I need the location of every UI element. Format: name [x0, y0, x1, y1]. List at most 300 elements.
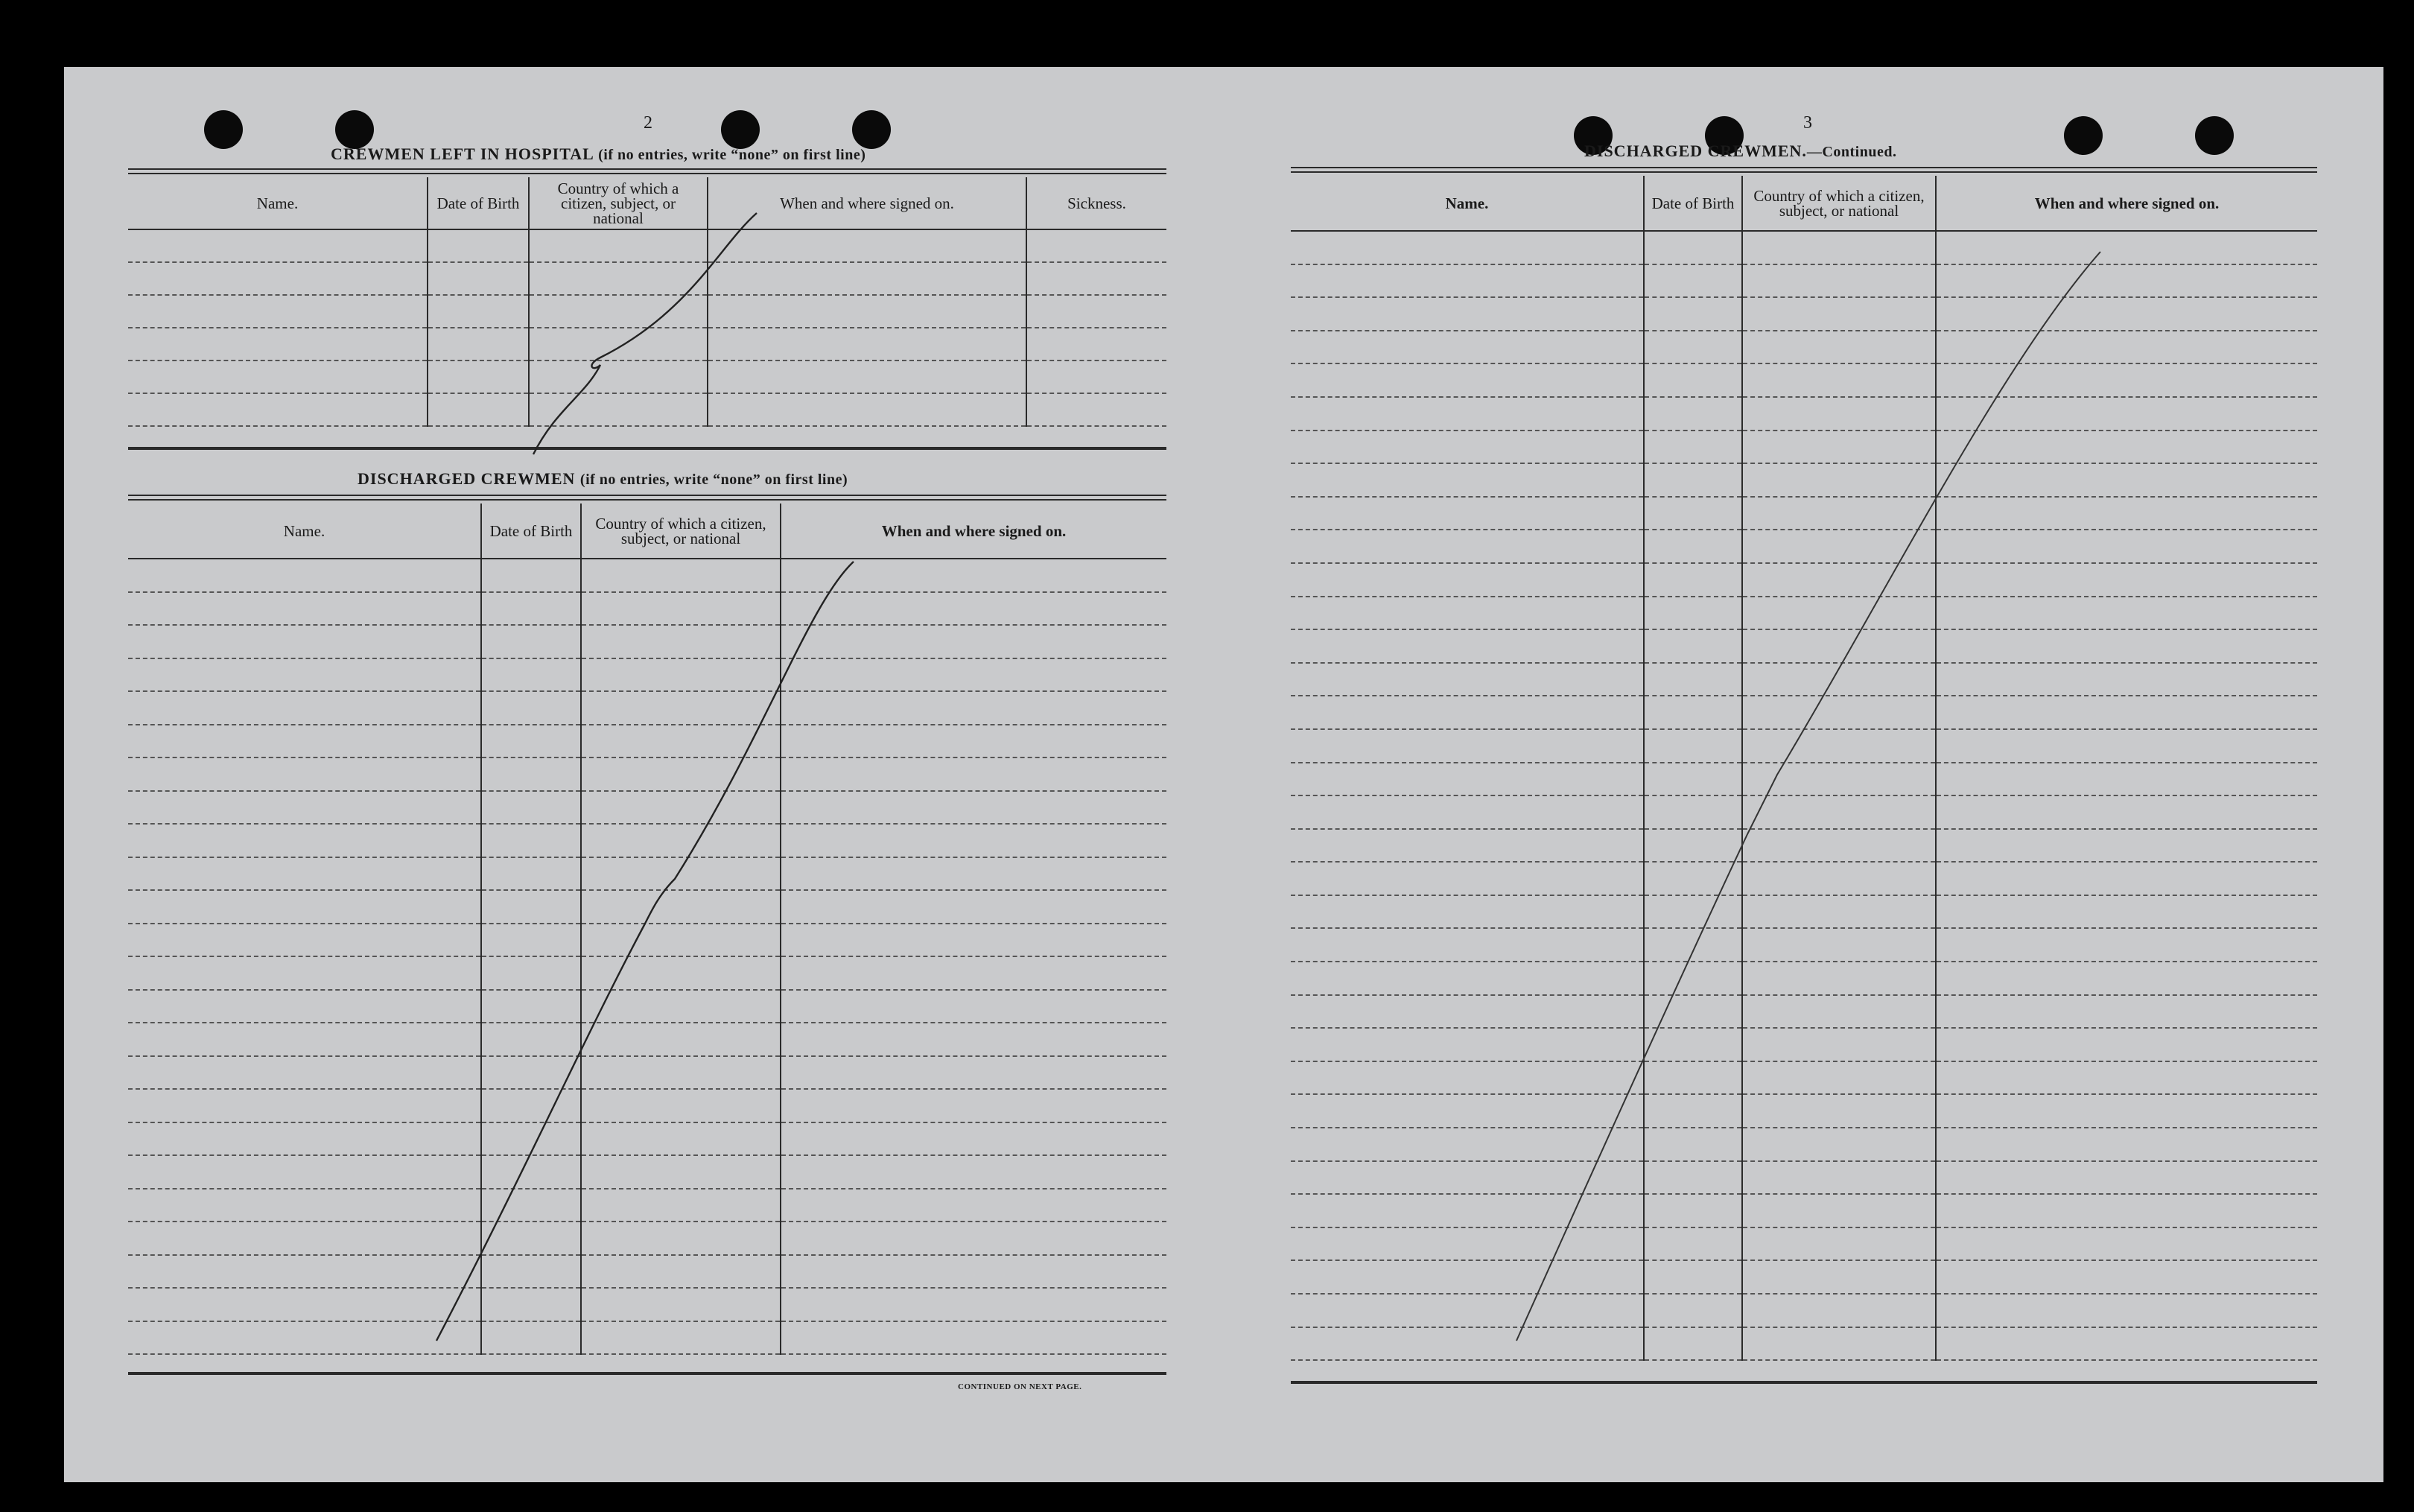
ledger-row [128, 791, 1166, 825]
ledger-cell [1936, 231, 2317, 264]
ledger-row [1291, 1227, 2317, 1261]
ledger-cell [481, 757, 581, 791]
ledger-row [128, 857, 1166, 891]
ledger-cell [1936, 264, 2317, 298]
ledger-cell [581, 1155, 781, 1189]
ledger-cell [708, 229, 1026, 262]
ledger-cell [1291, 962, 1644, 995]
ledger-cell [1742, 1094, 1936, 1128]
ledger-row [1291, 264, 2317, 298]
ledger-cell [1291, 1260, 1644, 1294]
ledger-row [1291, 1028, 2317, 1061]
column-header-name: Name. [128, 177, 428, 229]
ledger-cell [1936, 696, 2317, 729]
ledger-cell [1936, 530, 2317, 563]
ledger-cell [1291, 297, 1644, 331]
ledger-row [1291, 597, 2317, 630]
hospital-top-rule-2 [128, 173, 1166, 174]
ledger-cell [1936, 1128, 2317, 1161]
ledger-cell [781, 857, 1166, 891]
discharged-title-text: DISCHARGED CREWMEN [358, 469, 576, 488]
ledger-row [128, 990, 1166, 1023]
ledger-cell [1936, 862, 2317, 895]
page-number: 2 [644, 113, 652, 133]
ledger-cell [1291, 497, 1644, 530]
column-header-date-of-birth: Date of Birth [428, 177, 529, 229]
ledger-cell [128, 890, 481, 924]
ledger-cell [781, 1189, 1166, 1222]
column-header-country: Country of which a citizen, subject, or national [1742, 176, 1936, 231]
ledger-cell [1936, 563, 2317, 597]
ledger-cell [581, 956, 781, 990]
ledger-cell [1742, 264, 1936, 298]
right-page [1224, 67, 2383, 1482]
ledger-cell [781, 1288, 1166, 1321]
ledger-row [1291, 530, 2317, 563]
ledger-cell [1291, 928, 1644, 962]
ledger-cell [1936, 1294, 2317, 1327]
ledger-cell [1644, 696, 1742, 729]
ledger-row [1291, 497, 2317, 530]
ledger-cell [1936, 1260, 2317, 1294]
ledger-cell [529, 262, 708, 295]
ledger-cell [128, 1089, 481, 1122]
punch-hole [721, 110, 760, 149]
ledger-cell [1936, 962, 2317, 995]
ledger-cell [1936, 729, 2317, 763]
ledger-cell [1936, 497, 2317, 530]
ledger-cell [1644, 862, 1742, 895]
ledger-cell [529, 229, 708, 262]
ledger-row [1291, 895, 2317, 929]
ledger-cell [708, 262, 1026, 295]
ledger-cell [781, 725, 1166, 758]
punch-hole [2195, 116, 2234, 155]
ledger-row [1291, 1161, 2317, 1195]
ledger-cell [128, 229, 428, 262]
ledger-cell [1291, 363, 1644, 397]
ledger-cell [1936, 297, 2317, 331]
ledger-cell [1026, 360, 1166, 393]
ledger-cell [1644, 829, 1742, 863]
ledger-cell [1742, 795, 1936, 829]
ledger-cell [581, 1255, 781, 1289]
ledger-cell [1026, 229, 1166, 262]
ledger-row [1291, 297, 2317, 331]
ledger-row [128, 1321, 1166, 1355]
ledger-cell [1026, 295, 1166, 328]
ledger-cell [1291, 795, 1644, 829]
column-header-sickness: Sickness. [1026, 177, 1166, 229]
ledger-row [1291, 1327, 2317, 1361]
ledger-cell [1936, 1094, 2317, 1128]
ledger-cell [128, 1122, 481, 1156]
ledger-row [1291, 829, 2317, 863]
hospital-top-rule [128, 168, 1166, 170]
ledger-cell [128, 592, 481, 626]
ledger-cell [428, 262, 529, 295]
ledger-row [128, 262, 1166, 295]
hospital-subtitle-text: (if no entries, write “none” on first line) [598, 147, 866, 163]
ledger-cell [581, 1288, 781, 1321]
ledger-cell [781, 1056, 1166, 1090]
ledger-cell [128, 1288, 481, 1321]
ledger-cell [781, 1023, 1166, 1056]
ledger-cell [781, 890, 1166, 924]
ledger-row [1291, 995, 2317, 1029]
ledger-cell [1291, 895, 1644, 929]
ledger-cell [128, 1321, 481, 1355]
ledger-cell [1742, 1128, 1936, 1161]
ledger-cell [1291, 597, 1644, 630]
ledger-cell [581, 592, 781, 626]
ledger-cell [708, 360, 1026, 393]
punch-hole [852, 110, 891, 149]
ledger-cell [481, 890, 581, 924]
ledger-cell [481, 1155, 581, 1189]
ledger-cell [1936, 629, 2317, 663]
ledger-row [1291, 1194, 2317, 1227]
ledger-cell [781, 956, 1166, 990]
ledger-row [128, 393, 1166, 426]
ledger-cell [1291, 331, 1644, 364]
discharged-top-rule-2 [128, 499, 1166, 501]
ledger-cell [1644, 1227, 1742, 1261]
ledger-cell [1742, 862, 1936, 895]
ledger-cell [581, 824, 781, 857]
ledger-cell [481, 924, 581, 957]
ledger-cell [1742, 1260, 1936, 1294]
ledger-cell [781, 559, 1166, 592]
discharged-table-left [128, 504, 1166, 1355]
ledger-row [128, 592, 1166, 626]
ledger-row [128, 559, 1166, 592]
ledger-cell [1644, 597, 1742, 630]
ledger-cell [1291, 397, 1644, 431]
ledger-row [1291, 795, 2317, 829]
ledger-cell [481, 658, 581, 692]
discharged-subtitle-text: (if no entries, write “none” on first line) [579, 471, 848, 488]
ledger-cell [1644, 363, 1742, 397]
ledger-cell [128, 328, 428, 360]
ledger-cell [1936, 1194, 2317, 1227]
right-bottom-rule [1291, 1381, 2317, 1384]
ledger-cell [1644, 1260, 1742, 1294]
ledger-cell [581, 1189, 781, 1222]
ledger-cell [1644, 431, 1742, 464]
ledger-cell [581, 1023, 781, 1056]
ledger-cell [581, 1222, 781, 1255]
ledger-row [1291, 729, 2317, 763]
ledger-cell [708, 295, 1026, 328]
ledger-cell [1291, 1227, 1644, 1261]
ledger-cell [708, 328, 1026, 360]
continued-note: CONTINUED ON NEXT PAGE. [958, 1382, 1082, 1391]
ledger-cell [1291, 829, 1644, 863]
page-number: 3 [1803, 113, 1812, 133]
ledger-cell [481, 857, 581, 891]
ledger-cell [781, 625, 1166, 658]
ledger-cell [1742, 696, 1936, 729]
ledger-cell [1742, 895, 1936, 929]
ledger-cell [1936, 363, 2317, 397]
ledger-row [128, 1023, 1166, 1056]
ledger-cell [1742, 463, 1936, 497]
ledger-cell [428, 229, 529, 262]
ledger-cell [581, 1122, 781, 1156]
discharged-bottom-rule [128, 1372, 1166, 1375]
ledger-cell [128, 725, 481, 758]
ledger-cell [1291, 995, 1644, 1029]
ledger-cell [481, 1089, 581, 1122]
ledger-cell [781, 658, 1166, 692]
ledger-cell [128, 791, 481, 825]
ledger-cell [708, 393, 1026, 426]
ledger-cell [128, 262, 428, 295]
ledger-cell [781, 757, 1166, 791]
ledger-row [128, 625, 1166, 658]
ledger-cell [1644, 1028, 1742, 1061]
ledger-cell [128, 956, 481, 990]
continued-suffix: —Continued. [1806, 144, 1897, 160]
column-header-signed-on: When and where signed on. [781, 504, 1166, 559]
discharged-section-title [358, 469, 848, 489]
ledger-cell [1291, 1128, 1644, 1161]
ledger-cell [1291, 629, 1644, 663]
ledger-cell [481, 725, 581, 758]
discharged-left-table-body [128, 559, 1166, 1354]
ledger-row [128, 1288, 1166, 1321]
ledger-cell [529, 393, 708, 426]
ledger-cell [581, 1321, 781, 1355]
right-top-rule [1291, 167, 2317, 168]
ledger-cell [781, 1089, 1166, 1122]
ledger-cell [1936, 795, 2317, 829]
ledger-row [1291, 1294, 2317, 1327]
ledger-cell [1644, 497, 1742, 530]
ledger-cell [1644, 763, 1742, 796]
ledger-cell [781, 592, 1166, 626]
ledger-sheet [64, 67, 2383, 1482]
ledger-cell [1742, 629, 1936, 663]
ledger-cell [1644, 663, 1742, 696]
ledger-cell [1742, 1028, 1936, 1061]
ledger-cell [1742, 563, 1936, 597]
ledger-cell [1644, 463, 1742, 497]
ledger-cell [128, 1255, 481, 1289]
discharged-right-table-body [1291, 231, 2317, 1360]
ledger-row [1291, 663, 2317, 696]
hospital-table-body [128, 229, 1166, 426]
column-header-signed-on: When and where signed on. [708, 177, 1026, 229]
ledger-cell [1644, 995, 1742, 1029]
ledger-cell [581, 691, 781, 725]
ledger-cell [1742, 995, 1936, 1029]
ledger-cell [781, 1122, 1166, 1156]
ledger-cell [1936, 1227, 2317, 1261]
ledger-cell [481, 956, 581, 990]
ledger-cell [1936, 431, 2317, 464]
punch-hole [2064, 116, 2103, 155]
ledger-cell [581, 1056, 781, 1090]
ledger-row [1291, 397, 2317, 431]
ledger-row [128, 725, 1166, 758]
ledger-cell [1291, 463, 1644, 497]
column-header-country: Country of which a citizen, subject, or national [529, 177, 708, 229]
ledger-row [128, 1155, 1166, 1189]
ledger-cell [781, 791, 1166, 825]
ledger-row [1291, 363, 2317, 397]
ledger-cell [1026, 393, 1166, 426]
ledger-row [128, 229, 1166, 262]
right-top-rule-2 [1291, 171, 2317, 173]
ledger-cell [428, 328, 529, 360]
column-header-country: Country of which a citizen, subject, or national [581, 504, 781, 559]
ledger-cell [481, 791, 581, 825]
ledger-row [128, 295, 1166, 328]
ledger-row [1291, 431, 2317, 464]
hospital-table [128, 177, 1166, 427]
ledger-cell [1936, 663, 2317, 696]
ledger-cell [781, 924, 1166, 957]
ledger-cell [581, 625, 781, 658]
ledger-cell [1644, 563, 1742, 597]
ledger-cell [1742, 231, 1936, 264]
ledger-row [1291, 763, 2317, 796]
ledger-cell [1742, 928, 1936, 962]
ledger-cell [1291, 1194, 1644, 1227]
column-header-name: Name. [128, 504, 481, 559]
ledger-cell [1644, 1294, 1742, 1327]
ledger-cell [1742, 763, 1936, 796]
ledger-cell [128, 393, 428, 426]
ledger-cell [581, 924, 781, 957]
ledger-cell [1742, 397, 1936, 431]
ledger-cell [1936, 895, 2317, 929]
ledger-cell [1742, 331, 1936, 364]
ledger-cell [1936, 829, 2317, 863]
ledger-row [1291, 331, 2317, 364]
ledger-row [128, 1056, 1166, 1090]
ledger-cell [1742, 431, 1936, 464]
hospital-title-text: CREWMEN LEFT IN HOSPITAL [331, 144, 594, 163]
ledger-cell [1644, 297, 1742, 331]
ledger-cell [1291, 431, 1644, 464]
ledger-cell [1291, 1161, 1644, 1195]
ledger-cell [1936, 995, 2317, 1029]
ledger-row [128, 956, 1166, 990]
hospital-section-title [331, 144, 865, 164]
ledger-cell [1742, 597, 1936, 630]
ledger-row [1291, 696, 2317, 729]
ledger-cell [1742, 297, 1936, 331]
ledger-cell [1742, 1327, 1936, 1361]
ledger-cell [1291, 1061, 1644, 1095]
ledger-cell [1936, 1061, 2317, 1095]
ledger-cell [1742, 1194, 1936, 1227]
ledger-cell [581, 658, 781, 692]
ledger-cell [1291, 1028, 1644, 1061]
ledger-cell [481, 691, 581, 725]
ledger-cell [1644, 928, 1742, 962]
ledger-cell [128, 295, 428, 328]
ledger-row [1291, 463, 2317, 497]
ledger-cell [481, 592, 581, 626]
ledger-cell [481, 1321, 581, 1355]
ledger-cell [1742, 1227, 1936, 1261]
ledger-cell [481, 1222, 581, 1255]
ledger-cell [481, 625, 581, 658]
ledger-cell [128, 924, 481, 957]
ledger-cell [1936, 397, 2317, 431]
ledger-cell [481, 559, 581, 592]
ledger-cell [1936, 763, 2317, 796]
ledger-cell [1742, 530, 1936, 563]
ledger-cell [128, 559, 481, 592]
ledger-cell [1936, 1028, 2317, 1061]
ledger-cell [1644, 795, 1742, 829]
ledger-cell [128, 625, 481, 658]
ledger-cell [128, 360, 428, 393]
ledger-cell [1644, 729, 1742, 763]
ledger-cell [128, 990, 481, 1023]
ledger-cell [781, 1321, 1166, 1355]
ledger-row [1291, 1061, 2317, 1095]
ledger-row [1291, 231, 2317, 264]
ledger-cell [581, 559, 781, 592]
ledger-cell [481, 1189, 581, 1222]
ledger-row [128, 658, 1166, 692]
ledger-cell [1644, 1061, 1742, 1095]
ledger-cell [1742, 1294, 1936, 1327]
ledger-cell [1742, 497, 1936, 530]
ledger-cell [428, 295, 529, 328]
ledger-cell [481, 1255, 581, 1289]
ledger-row [128, 1189, 1166, 1222]
ledger-row [128, 1089, 1166, 1122]
ledger-row [1291, 862, 2317, 895]
ledger-row [128, 757, 1166, 791]
ledger-cell [1644, 1161, 1742, 1195]
discharged-top-rule [128, 495, 1166, 496]
ledger-cell [1644, 231, 1742, 264]
ledger-cell [1644, 530, 1742, 563]
ledger-cell [1644, 962, 1742, 995]
ledger-cell [1291, 231, 1644, 264]
ledger-cell [529, 360, 708, 393]
ledger-cell [1291, 763, 1644, 796]
ledger-cell [1742, 729, 1936, 763]
ledger-cell [581, 857, 781, 891]
ledger-cell [1644, 629, 1742, 663]
ledger-cell [529, 295, 708, 328]
ledger-row [128, 924, 1166, 957]
ledger-cell [781, 1255, 1166, 1289]
ledger-cell [428, 360, 529, 393]
ledger-row [128, 691, 1166, 725]
ledger-cell [128, 757, 481, 791]
ledger-row [1291, 629, 2317, 663]
column-header-signed-on: When and where signed on. [1936, 176, 2317, 231]
ledger-cell [128, 857, 481, 891]
ledger-cell [481, 1056, 581, 1090]
ledger-cell [781, 990, 1166, 1023]
ledger-cell [128, 1189, 481, 1222]
ledger-cell [1936, 928, 2317, 962]
ledger-cell [1291, 729, 1644, 763]
ledger-cell [1291, 563, 1644, 597]
ledger-cell [1291, 862, 1644, 895]
